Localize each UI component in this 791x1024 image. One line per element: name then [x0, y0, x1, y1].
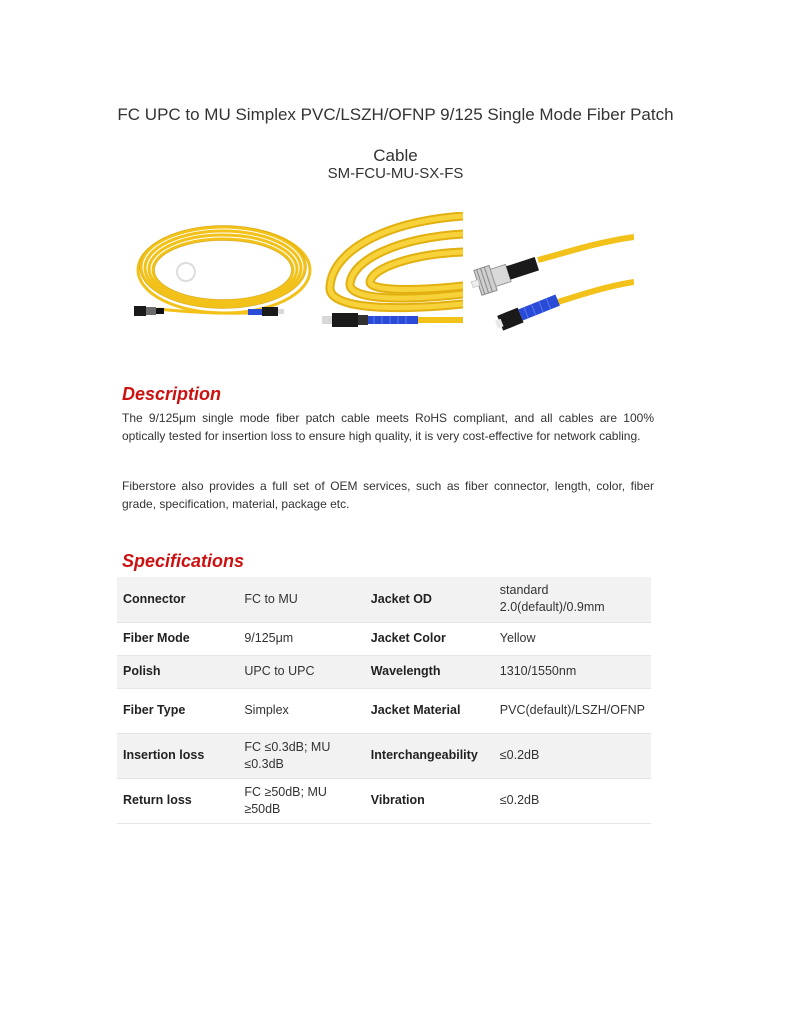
spec-value: Yellow: [494, 622, 651, 655]
product-sku: SM-FCU-MU-SX-FS: [327, 165, 464, 182]
spec-key: Fiber Type: [117, 688, 238, 733]
table-row: [117, 577, 651, 622]
table-row: [117, 688, 651, 733]
product-photo-connectors: [468, 212, 634, 337]
spec-key: Insertion loss: [117, 733, 238, 778]
table-row: [117, 778, 651, 823]
table-row: [117, 733, 651, 778]
spec-value: FC to MU: [238, 577, 364, 622]
spec-value: ≤0.2dB: [494, 733, 651, 778]
spec-key: Jacket OD: [365, 577, 494, 622]
product-photos: [128, 212, 634, 337]
spec-value: ≤0.2dB: [494, 778, 651, 823]
spec-value: 1310/1550nm: [494, 655, 651, 688]
description-paragraph-2: Fiberstore also provides a full set of OEM services, such as fiber connector, length, color, fiber grade, specification, material, package etc.: [122, 479, 654, 511]
specifications-heading: Specifications: [122, 551, 245, 571]
spec-key: Connector: [117, 577, 238, 622]
spec-value: FC ≥50dB; MU ≥50dB: [238, 778, 364, 823]
product-photo-coil: [128, 212, 318, 337]
spec-key: Jacket Color: [365, 622, 494, 655]
spec-key: Polish: [117, 655, 238, 688]
spec-key: Return loss: [117, 778, 238, 823]
spec-value: standard 2.0(default)/0.9mm: [494, 577, 651, 622]
spec-value: UPC to UPC: [238, 655, 364, 688]
product-photo-closeup: [322, 212, 463, 337]
spec-key: Jacket Material: [365, 688, 494, 733]
description-heading: Description: [122, 384, 222, 404]
spec-key: Fiber Mode: [117, 622, 238, 655]
spec-key: Wavelength: [365, 655, 494, 688]
spec-value: 9/125μm: [238, 622, 364, 655]
spec-key: Vibration: [365, 778, 494, 823]
specifications-table: [117, 577, 651, 824]
spec-value: Simplex: [238, 688, 364, 733]
product-title: FC UPC to MU Simplex PVC/LSZH/OFNP 9/125 Single Mode Fiber Patch Cable: [117, 105, 674, 165]
spec-value: FC ≤0.3dB; MU ≤0.3dB: [238, 733, 364, 778]
description-paragraph-1: The 9/125μm single mode fiber patch cable meets RoHS compliant, and all cables are 100% optically tested for insertion loss to ensure high quality, it is very cost-effective for network cabling.: [122, 411, 654, 443]
spec-value: PVC(default)/LSZH/OFNP: [494, 688, 651, 733]
table-row: [117, 655, 651, 688]
spec-key: Interchangeability: [365, 733, 494, 778]
table-row: [117, 622, 651, 655]
